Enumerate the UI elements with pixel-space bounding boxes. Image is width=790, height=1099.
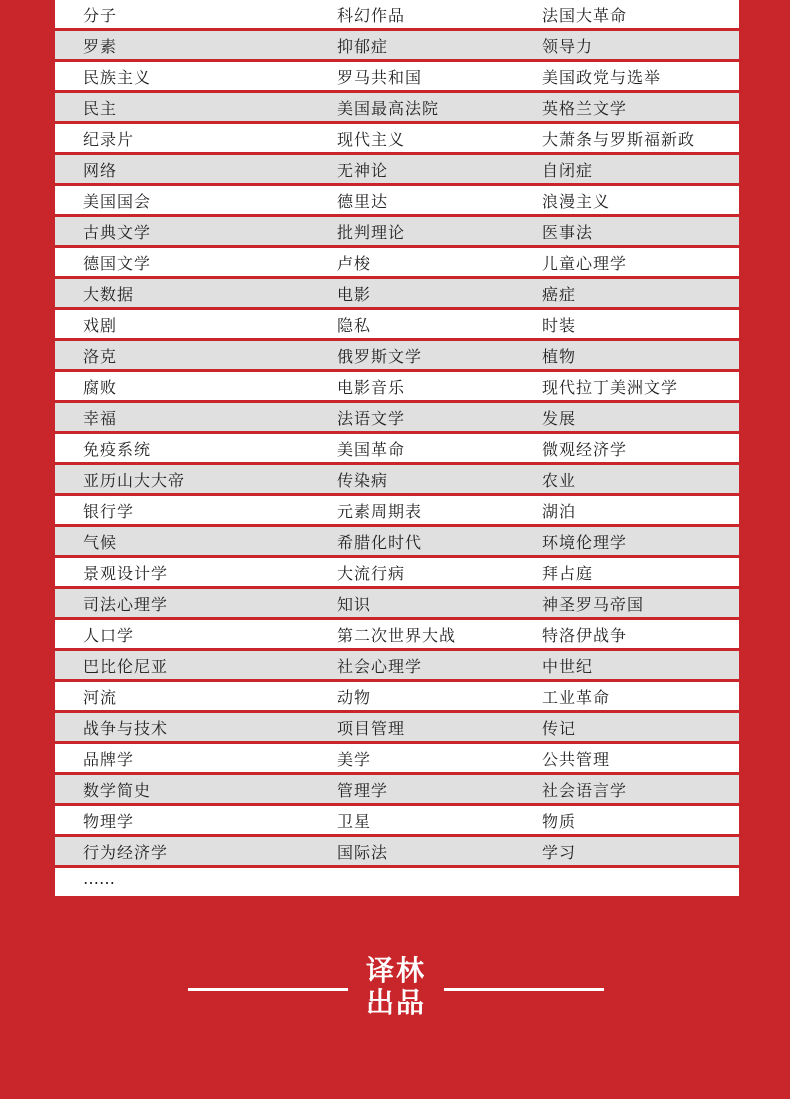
table-row [55, 744, 739, 772]
table-cell: 古典文学 [83, 222, 152, 242]
table-cell: 儿童心理学 [542, 253, 628, 273]
table-cell: 隐私 [337, 315, 372, 335]
table-row [55, 527, 739, 555]
table-row [55, 31, 739, 59]
table-cell: 河流 [83, 687, 118, 707]
table-cell: 知识 [337, 594, 372, 614]
table-cell: 农业 [542, 470, 577, 490]
table-row [55, 713, 739, 741]
table-cell: 分子 [83, 5, 118, 25]
table-cell: 网络 [83, 160, 118, 180]
table-row [55, 62, 739, 90]
table-cell: 洛克 [83, 346, 118, 366]
table-cell: 俄罗斯文学 [337, 346, 423, 366]
table-more-row [55, 868, 739, 896]
table-row [55, 558, 739, 586]
table-row [55, 155, 739, 183]
table-cell: 公共管理 [542, 749, 611, 769]
table-cell: 腐败 [83, 377, 118, 397]
table-cell: 德国文学 [83, 253, 152, 273]
table-row [55, 217, 739, 245]
table-cell: 抑郁症 [337, 36, 389, 56]
table-row [55, 403, 739, 431]
table-cell: 免疫系统 [83, 439, 152, 459]
table-row [55, 434, 739, 462]
table-row [55, 620, 739, 648]
table-cell: 现代主义 [337, 129, 406, 149]
table-cell: 品牌学 [83, 749, 135, 769]
table-cell: 领导力 [542, 36, 594, 56]
table-cell: 法国大革命 [542, 5, 628, 25]
table-cell: 传记 [542, 718, 577, 738]
table-cell: 戏剧 [83, 315, 118, 335]
table-cell: 项目管理 [337, 718, 406, 738]
table-cell: 科幻作品 [337, 5, 406, 25]
table-row [55, 310, 739, 338]
table-cell: 景观设计学 [83, 563, 169, 583]
table-cell: 罗素 [83, 36, 118, 56]
table-row [55, 248, 739, 276]
table-cell: 自闭症 [542, 160, 594, 180]
table-cell: 无神论 [337, 160, 389, 180]
table-row [55, 186, 739, 214]
table-cell: 希腊化时代 [337, 532, 423, 552]
table-row [55, 93, 739, 121]
table-cell: 环境伦理学 [542, 532, 628, 552]
table-row [55, 589, 739, 617]
publisher-logo [366, 955, 426, 1019]
table-cell: 德里达 [337, 191, 389, 211]
table-cell: 湖泊 [542, 501, 577, 521]
table-cell: 数学简史 [83, 780, 152, 800]
table-cell: 时装 [542, 315, 577, 335]
table-cell: 植物 [542, 346, 577, 366]
table-cell: 行为经济学 [83, 842, 169, 862]
table-cell: 发展 [542, 408, 577, 428]
table-cell: 美学 [337, 749, 372, 769]
table-cell: 物质 [542, 811, 577, 831]
table-cell: 银行学 [83, 501, 135, 521]
table-cell: 人口学 [83, 625, 135, 645]
table-row [55, 806, 739, 834]
divider-left [188, 988, 348, 991]
table-cell: 国际法 [337, 842, 389, 862]
publisher-mark [188, 955, 604, 1025]
table-cell: 幸福 [83, 408, 118, 428]
table-cell: 电影音乐 [337, 377, 406, 397]
more-ellipsis: …… [83, 869, 115, 888]
table-cell: 传染病 [337, 470, 389, 490]
table-cell: 美国最高法院 [337, 98, 440, 118]
table-cell: 医事法 [542, 222, 594, 242]
table-row [55, 0, 739, 28]
divider-right [444, 988, 604, 991]
table-row [55, 124, 739, 152]
table-cell: 电影 [337, 284, 372, 304]
table-cell: 纪录片 [83, 129, 135, 149]
table-cell: 元素周期表 [337, 501, 423, 521]
table-cell: 特洛伊战争 [542, 625, 628, 645]
table-cell: 现代拉丁美洲文学 [542, 377, 679, 397]
table-cell: 卢梭 [337, 253, 372, 273]
table-row [55, 496, 739, 524]
table-cell: 动物 [337, 687, 372, 707]
table-cell: 民族主义 [83, 67, 152, 87]
table-cell: 批判理论 [337, 222, 406, 242]
table-cell: 浪漫主义 [542, 191, 611, 211]
table-row [55, 775, 739, 803]
table-cell: 癌症 [542, 284, 577, 304]
table-cell: 大萧条与罗斯福新政 [542, 129, 696, 149]
table-cell: 物理学 [83, 811, 135, 831]
table-cell: 法语文学 [337, 408, 406, 428]
table-cell: 第二次世界大战 [337, 625, 457, 645]
table-row [55, 341, 739, 369]
table-cell: 美国政党与选举 [542, 67, 662, 87]
table-cell: 大数据 [83, 284, 135, 304]
table-cell: 学习 [542, 842, 577, 862]
table-row [55, 372, 739, 400]
table-row [55, 837, 739, 865]
publisher-logo-line1: 译林 [366, 954, 427, 987]
table-cell: 巴比伦尼亚 [83, 656, 169, 676]
table-cell: 社会心理学 [337, 656, 423, 676]
table-row [55, 465, 739, 493]
table-cell: 罗马共和国 [337, 67, 423, 87]
table-cell: 拜占庭 [542, 563, 594, 583]
table-cell: 战争与技术 [83, 718, 169, 738]
publisher-logo-line2: 出品 [366, 986, 427, 1019]
topic-table [55, 0, 739, 896]
table-cell: 社会语言学 [542, 780, 628, 800]
table-cell: 神圣罗马帝国 [542, 594, 645, 614]
table-cell: 亚历山大大帝 [83, 470, 186, 490]
table-cell: 气候 [83, 532, 118, 552]
table-row [55, 651, 739, 679]
table-cell: 大流行病 [337, 563, 406, 583]
table-cell: 管理学 [337, 780, 389, 800]
table-row [55, 682, 739, 710]
table-cell: 民主 [83, 98, 118, 118]
table-cell: 中世纪 [542, 656, 594, 676]
table-cell: 美国革命 [337, 439, 406, 459]
table-cell: 美国国会 [83, 191, 152, 211]
table-cell: 卫星 [337, 811, 372, 831]
table-cell: 英格兰文学 [542, 98, 628, 118]
table-cell: 微观经济学 [542, 439, 628, 459]
table-row [55, 279, 739, 307]
table-cell: 司法心理学 [83, 594, 169, 614]
table-cell: 工业革命 [542, 687, 611, 707]
